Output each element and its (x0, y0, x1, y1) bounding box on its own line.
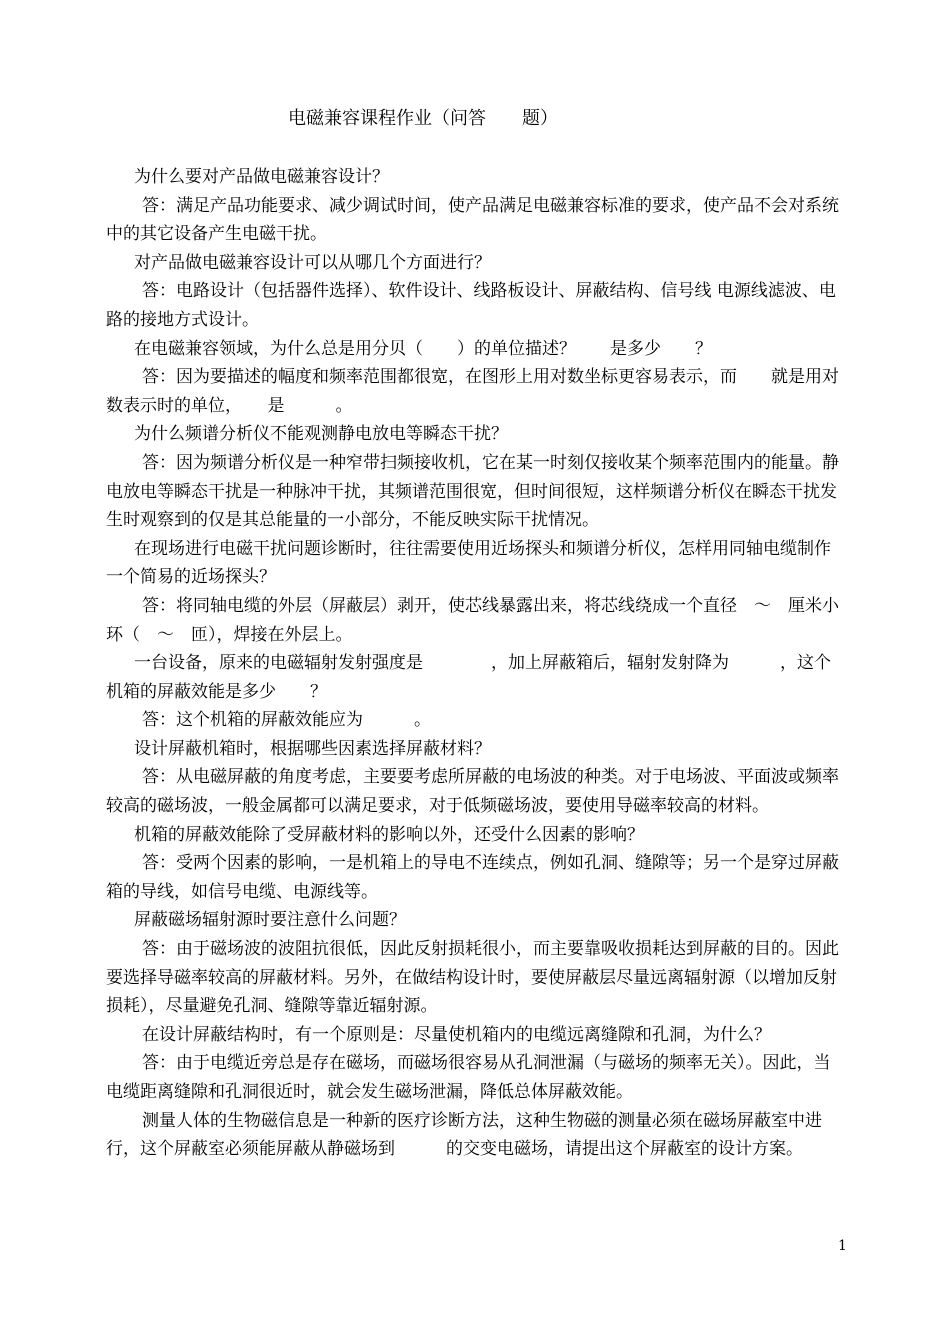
document-body (106, 163, 846, 1164)
question-paragraph: 一台设备，原来的电磁辐射发射强度是 ，加上屏蔽箱后，辐射发射降为 ，这个机箱的屏蔽效能是多少 ？ (106, 653, 831, 702)
question-paragraph: 为什么要对产品做电磁兼容设计？ (134, 167, 389, 187)
question-paragraph: 机箱的屏蔽效能除了受屏蔽材料的影响以外，还受什么因素的影响？ (134, 824, 644, 845)
answer-paragraph: 答：电路设计（包括器件选择）、软件设计、线路板设计、屏蔽结构、信号线 电源线滤波、电路的接地方式设计。 (106, 281, 836, 330)
question-paragraph: 测量人体的生物磁信息是一种新的医疗诊断方法，这种生物磁的测量必须在磁场屏蔽室中进行，这个屏蔽室必须能屏蔽从静磁场到 的交变电磁场，请提出这个屏蔽室的设计方案。 (106, 1110, 822, 1160)
answer-paragraph: 答：将同轴电缆的外层（屏蔽层）剥开，使芯线暴露出来，将芯线绕成一个直径 ～ 厘米小环（ ～ 匝），焊接在外层上。 (106, 595, 839, 645)
question-paragraph: 在现场进行电磁干扰问题诊断时，往往需要使用近场探头和频谱分析仪，怎样用同轴电缆制作一个简易的近场探头？ (106, 538, 831, 588)
answer-paragraph: 答：由于电缆近旁总是存在磁场，而磁场很容易从孔洞泄漏（与磁场的频率无关）。因此，当电缆距离缝隙和孔洞很近时，就会发生磁场泄漏，降低总体屏蔽效能。 (106, 1053, 831, 1102)
answer-paragraph: 答：因为要描述的幅度和频率范围都很宽，在图形上用对数坐标更容易表示，而 就是用对数表示时的单位， 是 。 (106, 367, 839, 416)
answer-paragraph: 答：由于磁场波的波阻抗很低，因此反射损耗很小，而主要靠吸收损耗达到屏蔽的目的。因此要选择导磁率较高的屏蔽材料。另外，在做结构设计时，要使屏蔽层尽量远离辐射源（以增加反射损耗），尽量避免孔洞、缝隙等靠近辐射源。 (106, 939, 839, 1017)
question-paragraph: 对产品做电磁兼容设计可以从哪几个方面进行？ (134, 252, 491, 273)
page-number: 1 (838, 1238, 847, 1254)
question-paragraph: 在设计屏蔽结构时，有一个原则是：尽量使机箱内的电缆远离缝隙和孔洞，为什么？ (142, 1024, 771, 1045)
question-paragraph: 为什么频谱分析仪不能观测静电放电等瞬态干扰？ (134, 424, 508, 445)
question-paragraph: 在电磁兼容领域，为什么总是用分贝（ ）的单位描述？ 是多少 ？ (134, 338, 712, 359)
document-title: 电磁兼容课程作业（问答 题） (288, 108, 558, 129)
answer-paragraph: 答：从电磁屏蔽的角度考虑，主要要考虑所屏蔽的电场波的种类。对于电场波、平面波或频率较高的磁场波，一般金属都可以满足要求，对于低频磁场波，要使用导磁率较高的材料。 (106, 767, 839, 817)
answer-paragraph: 答：满足产品功能要求、减少调试时间，使产品满足电磁兼容标准的要求，使产品不会对系统中的其它设备产生电磁干扰。 (106, 195, 839, 245)
answer-paragraph: 答：受两个因素的影响，一是机箱上的导电不连续点，例如孔洞、缝隙等；另一个是穿过屏蔽箱的导线，如信号电缆、电源线等。 (106, 853, 839, 902)
answer-paragraph: 答：因为频谱分析仪是一种窄带扫频接收机，它在某一时刻仅接收某个频率范围内的能量。静电放电等瞬态干扰是一种脉冲干扰，其频谱范围很宽，但时间很短，这样频谱分析仪在瞬态干扰发生时观察到的仅是其总能量的一小部分，不能反映实际干扰情况。 (106, 452, 839, 531)
answer-paragraph: 答：这个机箱的屏蔽效能应为 。 (142, 710, 431, 731)
question-paragraph: 屏蔽磁场辐射源时要注意什么问题？ (134, 910, 406, 931)
question-paragraph: 设计屏蔽机箱时，根据哪些因素选择屏蔽材料？ (134, 738, 491, 759)
